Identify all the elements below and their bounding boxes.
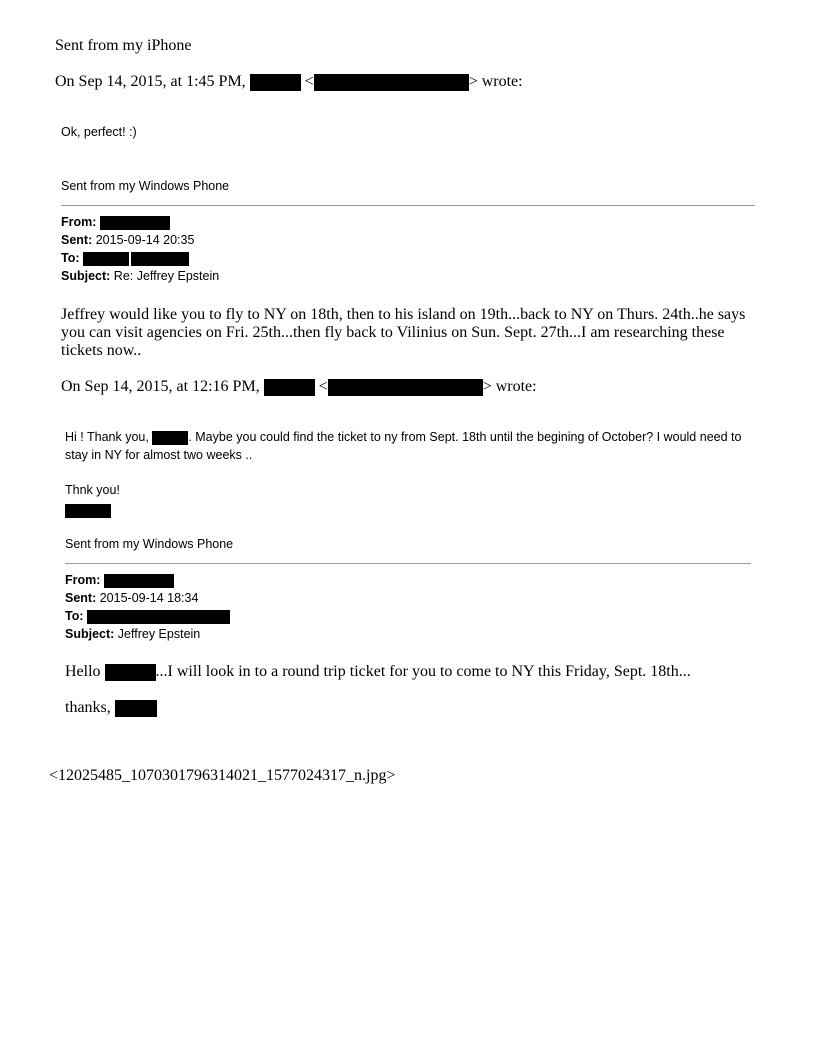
header-sent bbox=[65, 591, 198, 605]
redaction-block bbox=[314, 74, 469, 91]
closing bbox=[65, 699, 157, 717]
redaction-block bbox=[105, 664, 156, 681]
thanks-line: Thnk you! bbox=[65, 483, 120, 497]
redaction-block bbox=[83, 252, 129, 266]
reply-header-wrote: > wrote: bbox=[468, 73, 523, 90]
message-body bbox=[65, 428, 755, 464]
to-label: To: bbox=[65, 609, 84, 623]
redaction-block bbox=[250, 74, 301, 91]
from-label: From: bbox=[61, 215, 97, 229]
redaction-block bbox=[131, 252, 189, 266]
header-to bbox=[65, 609, 230, 624]
message-body: Jeffrey would like you to fly to NY on 18th, then to his island on 19th...back to NY on Thurs. 24th..he says you can visit agencies on Fri. 25th...then fly back to Vilinius on Sun. Sept. 27th...I am researching these tickets now.. bbox=[61, 306, 746, 359]
attachment-filename: <12025485_1070301796314021_1577024317_n.jpg> bbox=[49, 767, 396, 784]
reply-header-date: On Sep 14, 2015, at 12:16 PM, bbox=[61, 378, 260, 395]
sent-from-iphone: Sent from my iPhone bbox=[55, 37, 192, 54]
redaction-block bbox=[104, 574, 174, 588]
redaction-block bbox=[115, 700, 157, 717]
header-sent bbox=[61, 233, 194, 247]
message-text: ...I will look in to a round trip ticket for you to come to NY this Friday, Sept. 18th... bbox=[155, 663, 691, 680]
redaction-block bbox=[87, 610, 230, 624]
header-to bbox=[61, 251, 189, 266]
greeting: Hi ! Thank you, bbox=[65, 430, 149, 444]
divider bbox=[61, 205, 755, 206]
angle-open: < bbox=[304, 73, 314, 90]
reply-header-wrote: > wrote: bbox=[482, 378, 537, 395]
signature-redacted bbox=[65, 502, 111, 520]
subject-value: Jeffrey Epstein bbox=[117, 627, 201, 641]
header-subject bbox=[61, 269, 219, 283]
thanks: thanks, bbox=[65, 699, 111, 716]
message-body: Ok, perfect! :) bbox=[61, 125, 137, 139]
to-label: To: bbox=[61, 251, 80, 265]
header-subject bbox=[65, 627, 200, 641]
sent-label: Sent: bbox=[65, 591, 97, 605]
header-from bbox=[65, 573, 174, 588]
redaction-block bbox=[328, 379, 483, 396]
subject-label: Subject: bbox=[65, 627, 115, 641]
from-label: From: bbox=[65, 573, 101, 587]
divider bbox=[65, 563, 751, 564]
redaction-block bbox=[65, 504, 111, 518]
angle-open: < bbox=[318, 378, 328, 395]
signature: Sent from my Windows Phone bbox=[61, 179, 230, 193]
signature: Sent from my Windows Phone bbox=[65, 537, 234, 551]
redaction-block bbox=[152, 431, 188, 445]
sent-label: Sent: bbox=[61, 233, 93, 247]
message-text: . Maybe you could find the ticket to ny from Sept. 18th until the begining of October? I would need to stay in NY for almost two weeks .. bbox=[65, 430, 742, 462]
hello: Hello bbox=[65, 663, 101, 680]
redaction-block bbox=[100, 216, 170, 230]
redaction-block bbox=[264, 379, 315, 396]
header-from bbox=[61, 215, 170, 230]
subject-label: Subject: bbox=[61, 269, 111, 283]
sent-value: 2015-09-14 20:35 bbox=[95, 233, 195, 247]
subject-value: Re: Jeffrey Epstein bbox=[113, 269, 220, 283]
reply-header-1 bbox=[55, 73, 523, 91]
reply-header-2 bbox=[61, 378, 537, 396]
reply-header-date: On Sep 14, 2015, at 1:45 PM, bbox=[55, 73, 246, 90]
sent-value: 2015-09-14 18:34 bbox=[99, 591, 199, 605]
message-body bbox=[65, 663, 691, 681]
